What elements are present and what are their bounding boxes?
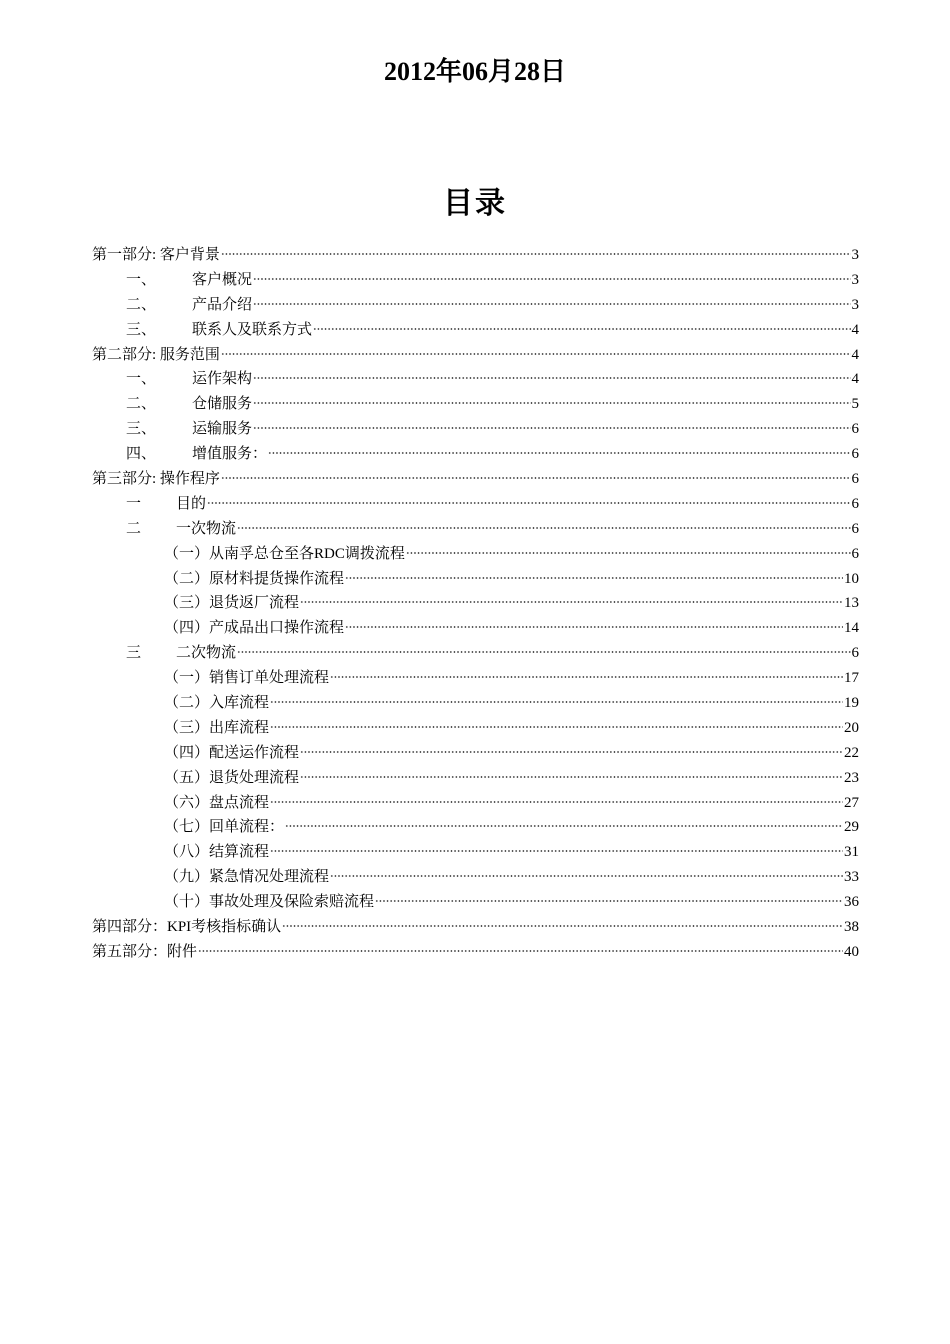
toc-entry-label: （四）产成品出口操作流程 <box>164 620 345 637</box>
toc-entry[interactable] <box>92 467 859 492</box>
toc-leader-dots <box>253 377 850 379</box>
toc-leader-dots <box>221 477 851 479</box>
toc-entry-label: 一次物流 <box>176 520 237 537</box>
toc-leader-dots <box>253 402 850 404</box>
toc-entry[interactable] <box>92 542 859 567</box>
toc-entry[interactable] <box>92 591 859 616</box>
toc-entry-label: （一）从南孚总仓至各RDC调拨流程 <box>164 545 405 562</box>
toc-entry-number: 三、 <box>126 321 157 338</box>
toc-entry-page: 38 <box>844 919 859 936</box>
toc-entry[interactable] <box>92 716 859 741</box>
toc-entry-number: 二、 <box>126 296 157 313</box>
toc-entry-number: 三 <box>126 645 142 662</box>
toc-leader-dots <box>300 751 843 753</box>
toc-entry[interactable] <box>92 691 859 716</box>
toc-entry-page: 3 <box>851 247 859 263</box>
toc-entry-label: （十）事故处理及保险索赔流程 <box>164 894 375 911</box>
toc-entry-label: （三）退货返厂流程 <box>164 595 300 612</box>
toc-entry-number: 二 <box>126 520 142 537</box>
toc-entry-number: 一、 <box>126 371 157 388</box>
toc-leader-dots <box>207 502 850 504</box>
toc-entry-label: 目的 <box>176 495 207 512</box>
toc-entry[interactable] <box>92 343 859 368</box>
toc-entry[interactable] <box>92 766 859 791</box>
toc-leader-dots <box>270 726 843 728</box>
toc-leader-dots <box>268 452 850 454</box>
toc-entry-label: （六）盘点流程 <box>164 794 270 811</box>
toc-entry-label: （三）出库流程 <box>164 719 270 736</box>
toc-entry-page: 14 <box>844 620 859 637</box>
toc-leader-dots <box>270 850 843 852</box>
toc-entry-label: 运作架构 <box>192 371 253 388</box>
toc-entry[interactable] <box>92 517 859 542</box>
table-of-contents <box>92 243 859 965</box>
toc-leader-dots <box>345 577 843 579</box>
toc-leader-dots <box>282 925 843 927</box>
toc-leader-dots <box>313 328 850 330</box>
toc-entry-label: 仓储服务 <box>192 396 253 413</box>
toc-entry-label: 产品介绍 <box>192 296 253 313</box>
toc-entry-page: 22 <box>844 744 859 761</box>
toc-leader-dots <box>330 676 843 678</box>
toc-leader-dots <box>198 950 843 952</box>
toc-leader-dots <box>285 825 843 827</box>
toc-entry[interactable] <box>92 815 859 840</box>
toc-leader-dots <box>270 701 843 703</box>
toc-entry-label: （四）配送运作流程 <box>164 744 300 761</box>
toc-entry[interactable] <box>92 442 859 467</box>
toc-leader-dots <box>270 801 843 803</box>
toc-entry[interactable] <box>92 392 859 417</box>
toc-entry-label: 第三部分: 操作程序 <box>92 471 220 488</box>
toc-leader-dots <box>237 527 850 529</box>
toc-title: 目录 <box>443 187 507 220</box>
toc-leader-dots <box>345 626 843 628</box>
toc-entry[interactable] <box>92 567 859 592</box>
toc-leader-dots <box>330 875 843 877</box>
toc-entry-page: 40 <box>844 943 859 960</box>
toc-entry-page: 19 <box>844 695 859 712</box>
toc-entry-label: （九）紧急情况处理流程 <box>164 869 330 886</box>
toc-entry[interactable] <box>92 417 859 442</box>
toc-entry[interactable] <box>92 318 859 343</box>
toc-entry-page: 6 <box>851 471 859 488</box>
toc-leader-dots <box>253 278 850 280</box>
toc-entry-page: 23 <box>844 769 859 786</box>
toc-entry-page: 6 <box>851 545 859 562</box>
document-date: 2012年06月28日 <box>383 57 566 86</box>
toc-leader-dots <box>253 427 850 429</box>
toc-entry-page: 6 <box>851 421 859 438</box>
toc-leader-dots <box>375 900 843 902</box>
toc-entry-page: 5 <box>851 396 859 413</box>
toc-entry-page: 31 <box>844 844 859 861</box>
toc-leader-dots <box>300 601 843 603</box>
toc-leader-dots <box>221 353 851 355</box>
toc-entry[interactable] <box>92 890 859 915</box>
toc-entry-page: 36 <box>844 894 859 911</box>
toc-entry-number: 一、 <box>126 271 157 288</box>
toc-entry[interactable] <box>92 293 859 318</box>
toc-entry-page: 3 <box>851 271 859 288</box>
toc-leader-dots <box>300 776 843 778</box>
toc-entry-page: 33 <box>844 869 859 886</box>
toc-entry[interactable] <box>92 840 859 865</box>
toc-entry-label: 增值服务： <box>192 446 268 463</box>
toc-entry-number: 四、 <box>126 446 157 463</box>
toc-entry-page: 6 <box>851 645 859 662</box>
toc-entry-label: （八）结算流程 <box>164 844 270 861</box>
toc-leader-dots <box>221 253 851 255</box>
toc-leader-dots <box>253 303 850 305</box>
toc-entry-page: 10 <box>844 570 859 587</box>
toc-entry-page: 6 <box>851 520 859 537</box>
toc-entry-page: 27 <box>844 794 859 811</box>
toc-entry-page: 17 <box>844 670 859 687</box>
toc-entry-label: 客户概况 <box>192 271 253 288</box>
toc-entry-page: 13 <box>844 595 859 612</box>
toc-entry-label: （二）原材料提货操作流程 <box>164 570 345 587</box>
toc-entry[interactable] <box>92 367 859 392</box>
toc-entry[interactable] <box>92 940 859 965</box>
toc-entry-label: 第一部分: 客户背景 <box>92 247 220 263</box>
toc-entry-number: 二、 <box>126 396 157 413</box>
toc-entry-label: （五）退货处理流程 <box>164 769 300 786</box>
toc-entry-label: （二）入库流程 <box>164 695 270 712</box>
toc-entry-label: 第二部分: 服务范围 <box>92 346 220 363</box>
toc-entry-page: 4 <box>851 346 859 363</box>
toc-entry-number: 一 <box>126 495 142 512</box>
toc-entry-label: （七）回单流程： <box>164 819 285 836</box>
toc-entry-label: （一）销售订单处理流程 <box>164 670 330 687</box>
toc-leader-dots <box>237 651 850 653</box>
toc-entry-page: 4 <box>851 371 859 388</box>
toc-entry[interactable] <box>92 268 859 293</box>
toc-entry[interactable] <box>92 243 859 268</box>
toc-entry[interactable] <box>92 616 859 641</box>
toc-entry[interactable] <box>92 791 859 816</box>
toc-entry[interactable] <box>92 666 859 691</box>
toc-entry-page: 29 <box>844 819 859 836</box>
toc-entry-page: 3 <box>851 296 859 313</box>
toc-entry-number: 三、 <box>126 421 157 438</box>
toc-entry-page: 6 <box>851 495 859 512</box>
toc-entry-label: 运输服务 <box>192 421 253 438</box>
toc-entry-page: 6 <box>851 446 859 463</box>
toc-entry-label: 联系人及联系方式 <box>192 321 313 338</box>
toc-entry[interactable] <box>92 492 859 517</box>
toc-entry-page: 20 <box>844 719 859 736</box>
toc-entry-label: 二次物流 <box>176 645 237 662</box>
toc-entry[interactable] <box>92 641 859 666</box>
toc-entry-label: 第四部分：KPI考核指标确认 <box>92 919 282 936</box>
toc-entry[interactable] <box>92 915 859 940</box>
toc-entry[interactable] <box>92 865 859 890</box>
toc-leader-dots <box>406 552 851 554</box>
toc-entry-page: 4 <box>851 321 859 338</box>
toc-entry[interactable] <box>92 741 859 766</box>
toc-entry-label: 第五部分：附件 <box>92 943 198 960</box>
